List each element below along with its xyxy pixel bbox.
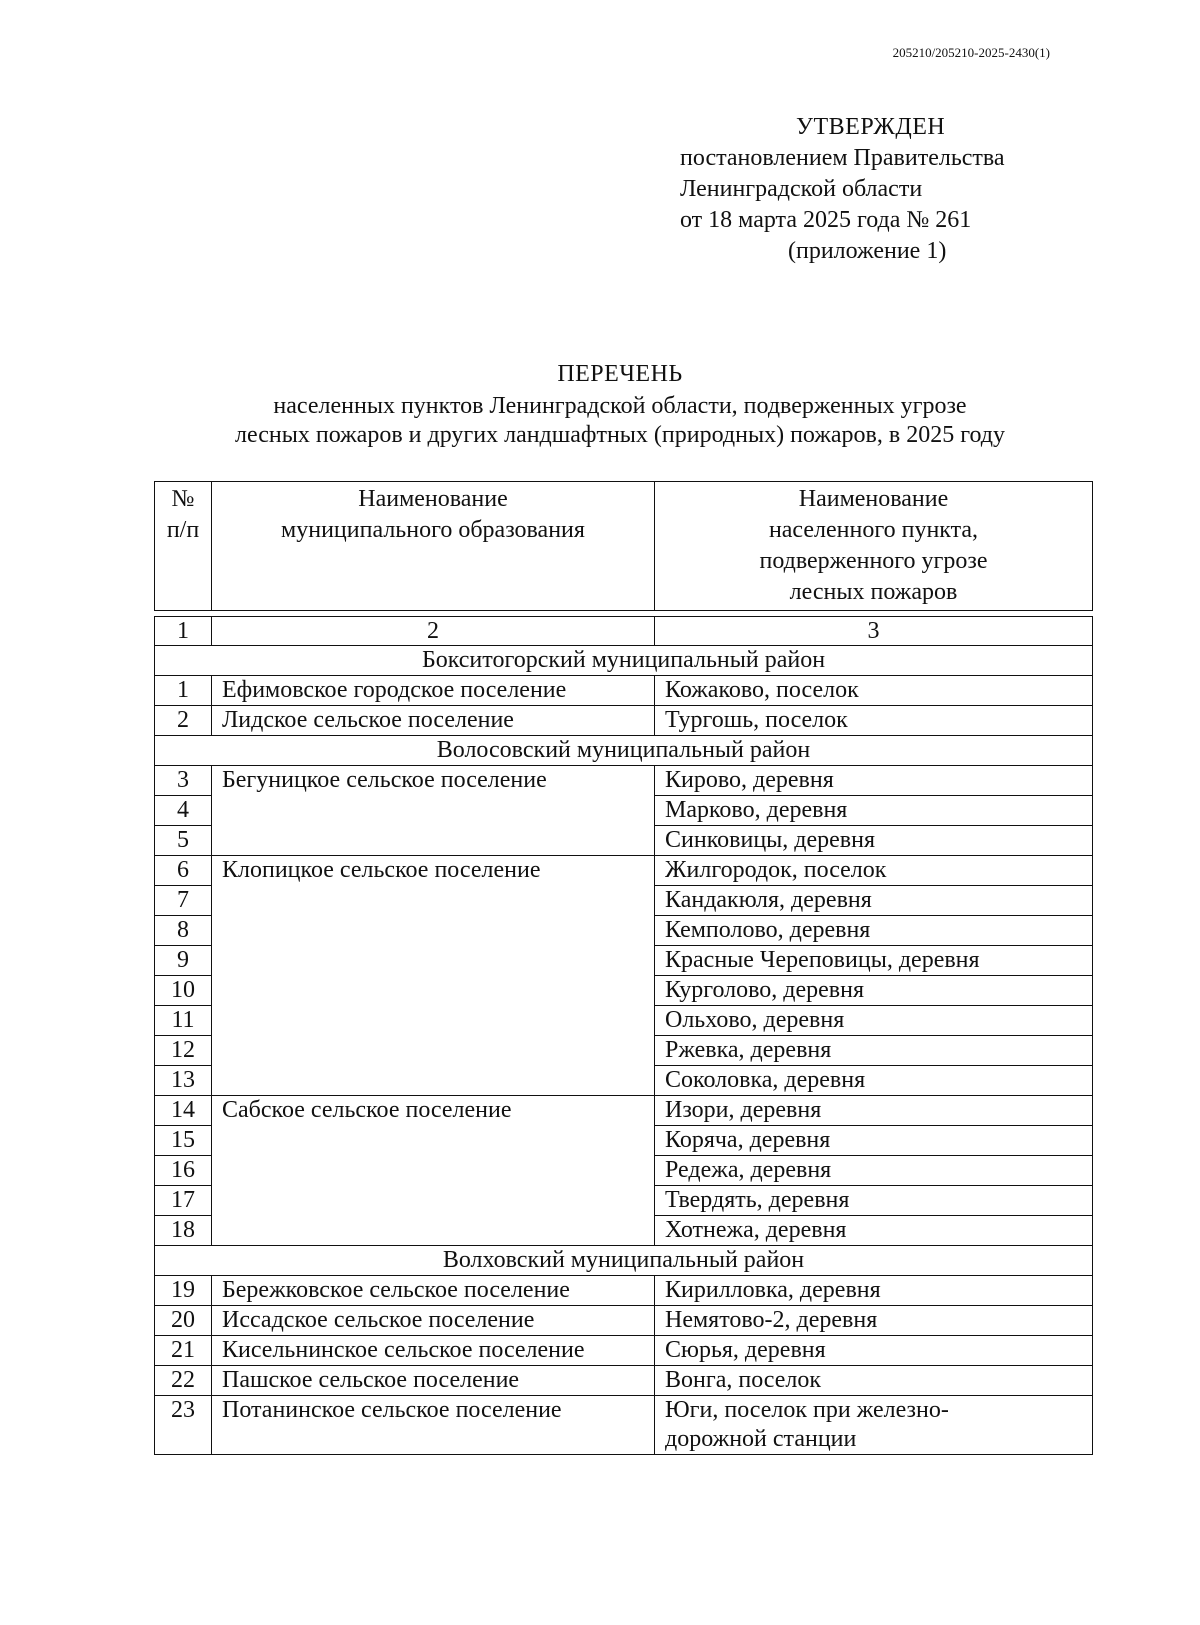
municipality-name: Пашское сельское поселение <box>212 1366 655 1396</box>
settlements-table <box>154 481 1093 1455</box>
approval-block <box>680 112 1100 267</box>
row-number: 14 <box>155 1096 212 1126</box>
settlements-table-body <box>155 482 1093 1455</box>
row-number: 21 <box>155 1336 212 1366</box>
table-row <box>155 766 1093 796</box>
municipality-name: Клопицкое сельское поселение <box>212 856 655 1096</box>
settlement-name: Твердять, деревня <box>655 1186 1093 1216</box>
row-number: 20 <box>155 1306 212 1336</box>
row-number: 2 <box>155 706 212 736</box>
settlement-name-line: Юги, поселок при железно- <box>665 1397 949 1423</box>
municipality-name: Потанинское сельское поселение <box>212 1396 655 1455</box>
district-name: Бокситогорский муниципальный район <box>155 646 1093 676</box>
settlement-name <box>655 1396 1093 1455</box>
column-number: 2 <box>212 617 655 646</box>
header-col-municipality <box>212 482 655 611</box>
settlement-name: Соколовка, деревня <box>655 1066 1093 1096</box>
municipality-name: Бережковское сельское поселение <box>212 1276 655 1306</box>
approval-title: УТВЕРЖДЕН <box>796 114 946 140</box>
header-text: лесных пожаров <box>789 579 958 605</box>
district-row <box>155 736 1093 766</box>
row-number: 10 <box>155 976 212 1006</box>
row-number: 7 <box>155 886 212 916</box>
row-number: 12 <box>155 1036 212 1066</box>
header-col-number <box>155 482 212 611</box>
settlement-name: Коряча, деревня <box>655 1126 1093 1156</box>
approval-date: от 18 марта 2025 года № 261 <box>680 207 972 233</box>
table-row <box>155 706 1093 736</box>
settlement-name: Кирилловка, деревня <box>655 1276 1093 1306</box>
municipality-name: Бегуницкое сельское поселение <box>212 766 655 856</box>
settlement-name-line: дорожной станции <box>665 1426 857 1452</box>
table-row <box>155 1336 1093 1366</box>
settlement-name: Сюрья, деревня <box>655 1336 1093 1366</box>
district-row <box>155 1246 1093 1276</box>
header-text: п/п <box>166 517 200 543</box>
row-number: 11 <box>155 1006 212 1036</box>
table-header-row <box>155 482 1093 611</box>
settlement-name: Марково, деревня <box>655 796 1093 826</box>
settlement-name: Кожаково, поселок <box>655 676 1093 706</box>
municipality-name: Кисельнинское сельское поселение <box>212 1336 655 1366</box>
row-number: 5 <box>155 826 212 856</box>
settlement-name: Кандакюля, деревня <box>655 886 1093 916</box>
table-row <box>155 676 1093 706</box>
table-row <box>155 1096 1093 1126</box>
document-id: 205210/205210-2025-2430(1) <box>892 45 1050 60</box>
row-number: 4 <box>155 796 212 826</box>
column-number: 3 <box>655 617 1093 646</box>
table-row <box>155 856 1093 886</box>
district-row <box>155 646 1093 676</box>
header-col-settlement <box>655 482 1093 611</box>
approval-appendix: (приложение 1) <box>788 238 947 264</box>
row-number: 16 <box>155 1156 212 1186</box>
header-text: Наименование <box>798 486 949 512</box>
table-row <box>155 1306 1093 1336</box>
document-heading <box>150 360 1090 450</box>
row-number: 8 <box>155 916 212 946</box>
table-row <box>155 1396 1093 1455</box>
settlement-name: Курголово, деревня <box>655 976 1093 1006</box>
header-text: подверженного угрозе <box>759 548 988 574</box>
approval-line-2: Ленинградской области <box>680 176 923 202</box>
settlement-name: Красные Череповицы, деревня <box>655 946 1093 976</box>
row-number: 9 <box>155 946 212 976</box>
municipality-name: Иссадское сельское поселение <box>212 1306 655 1336</box>
district-name: Волховский муниципальный район <box>155 1246 1093 1276</box>
settlement-name: Кемполово, деревня <box>655 916 1093 946</box>
row-number: 17 <box>155 1186 212 1216</box>
approval-line-1: постановлением Правительства <box>680 145 1005 171</box>
municipality-name: Лидское сельское поселение <box>212 706 655 736</box>
row-number: 23 <box>155 1396 212 1455</box>
settlement-name: Ольхово, деревня <box>655 1006 1093 1036</box>
row-number: 13 <box>155 1066 212 1096</box>
row-number: 19 <box>155 1276 212 1306</box>
column-number: 1 <box>155 617 212 646</box>
header-text: муниципального образования <box>281 517 585 543</box>
settlement-name: Редежа, деревня <box>655 1156 1093 1186</box>
row-number: 6 <box>155 856 212 886</box>
header-text: населенного пункта, <box>768 517 979 543</box>
municipality-name: Ефимовское городское поселение <box>212 676 655 706</box>
heading-line-1: населенных пунктов Ленинградской области, подверженных угрозе <box>273 393 967 419</box>
settlement-name: Ржевка, деревня <box>655 1036 1093 1066</box>
table-row <box>155 1366 1093 1396</box>
header-text: Наименование <box>358 486 508 512</box>
heading-title: ПЕРЕЧЕНЬ <box>557 361 683 387</box>
settlement-name: Немятово-2, деревня <box>655 1306 1093 1336</box>
column-number-row <box>155 617 1093 646</box>
district-name: Волосовский муниципальный район <box>155 736 1093 766</box>
table-row <box>155 1276 1093 1306</box>
settlement-name: Хотнежа, деревня <box>655 1216 1093 1246</box>
settlement-name: Тургошь, поселок <box>655 706 1093 736</box>
row-number: 15 <box>155 1126 212 1156</box>
row-number: 22 <box>155 1366 212 1396</box>
row-number: 18 <box>155 1216 212 1246</box>
settlement-name: Синковицы, деревня <box>655 826 1093 856</box>
settlement-name: Кирово, деревня <box>655 766 1093 796</box>
municipality-name: Сабское сельское поселение <box>212 1096 655 1246</box>
row-number: 3 <box>155 766 212 796</box>
settlement-name: Изори, деревня <box>655 1096 1093 1126</box>
header-text: № <box>171 486 195 512</box>
settlement-name: Жилгородок, поселок <box>655 856 1093 886</box>
row-number: 1 <box>155 676 212 706</box>
heading-line-2: лесных пожаров и других ландшафтных (природных) пожаров, в 2025 году <box>235 422 1005 448</box>
settlement-name: Вонга, поселок <box>655 1366 1093 1396</box>
